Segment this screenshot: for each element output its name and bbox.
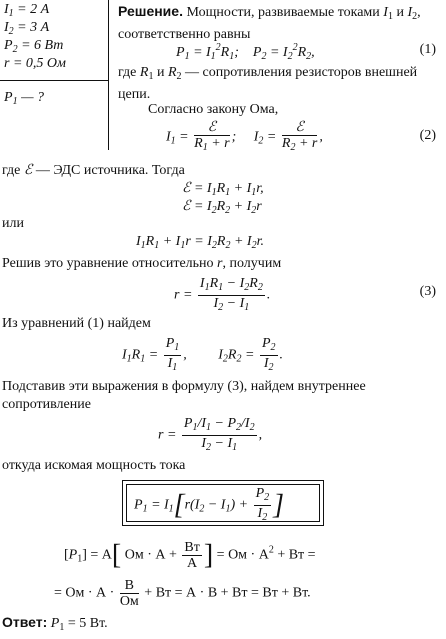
equation-2: $I_1$ = $\frac{\text{ℰ}}{R_1 + r}$ ; $I_2$ = $\frac{\text{ℰ}}{R_2 + r}$ , xyxy=(166,120,323,153)
where-resistors: где $R_1$ и $R_2$ — сопротивления резисторов внешней цепи. xyxy=(118,65,418,102)
given-line-3: $P_2 = 6$ Вт xyxy=(4,38,64,55)
equation-1: $P_1 = I_1^2R_1$; $P_2 = I_2^2R_2$, xyxy=(176,42,315,62)
substitution-text: Подставив эти выражения в формулу (3), найдем внутреннее сопротивление xyxy=(2,379,366,412)
solve-text: Решив это уравнение относительно r, получим xyxy=(2,256,282,271)
answer: Ответ: $P_1 = 5$ Вт. xyxy=(2,614,108,633)
answer-label: Ответ: xyxy=(2,614,48,630)
emf-equation-1: ℰ = $I_1R_1 + I_1r$, xyxy=(182,181,264,198)
emf-equation-2: ℰ = $I_2R_2 + I_2r$ xyxy=(182,199,262,216)
whence-text: откуда искомая мощность тока xyxy=(2,458,186,473)
given-divider xyxy=(0,80,108,81)
equation-3: r = $\frac{I_1R_1 - I_2R_2}{I_2 - I_1}$ . xyxy=(174,276,271,313)
given-line-4: r = 0,5 Ом xyxy=(4,56,66,71)
solution-intro: Решение. Мощности, развиваемые токами $I_1$ и $I_2$, соответственно равны xyxy=(118,3,421,42)
given-line-1: $I_1 = 2$ А xyxy=(4,2,50,19)
units-line-2: = Ом · А · $\frac{В}{Ом}$ + Вт = А · В + Вт = Вт + Вт. xyxy=(54,578,311,609)
combined-equation: $I_1R_1 + I_1r = I_2R_2 + I_2r$. xyxy=(136,234,264,251)
from-equations-text: Из уравнений (1) найдем xyxy=(2,316,151,331)
equation-1-number: (1) xyxy=(419,42,436,57)
ohm-law-text: Согласно закону Ома, xyxy=(148,102,279,117)
given-line-2: $I_2 = 3$ А xyxy=(4,20,50,37)
boxed-equation: $P_1 = I_1[r(I_2 - I_1)$ + $\frac{P_2}{I_2}$ ] xyxy=(134,486,285,523)
products-equation: $I_1R_1$ = $\frac{P_1}{I_1}$ , $I_2R_2$ = $\frac{P_2}{I_2}$ . xyxy=(122,336,283,373)
equation-3-number: (3) xyxy=(419,284,436,299)
where-emf: где ℰ — ЭДС источника. Тогда xyxy=(2,163,185,178)
units-line-1: $[P_1] = А$[ Ом · А + $\frac{Вт}{А}$ ] = Ом · $А^2$ + Вт = xyxy=(64,539,316,571)
solution-heading: Решение. xyxy=(118,3,183,19)
equation-2-number: (2) xyxy=(419,128,436,143)
unknown-line: $P_1$ — ? xyxy=(4,90,45,107)
internal-resistance-equation: r = $\frac{P_1/I_1 - P_2/I_2}{I_2 - I_1}$ , xyxy=(158,416,263,453)
or-text: или xyxy=(2,216,24,231)
